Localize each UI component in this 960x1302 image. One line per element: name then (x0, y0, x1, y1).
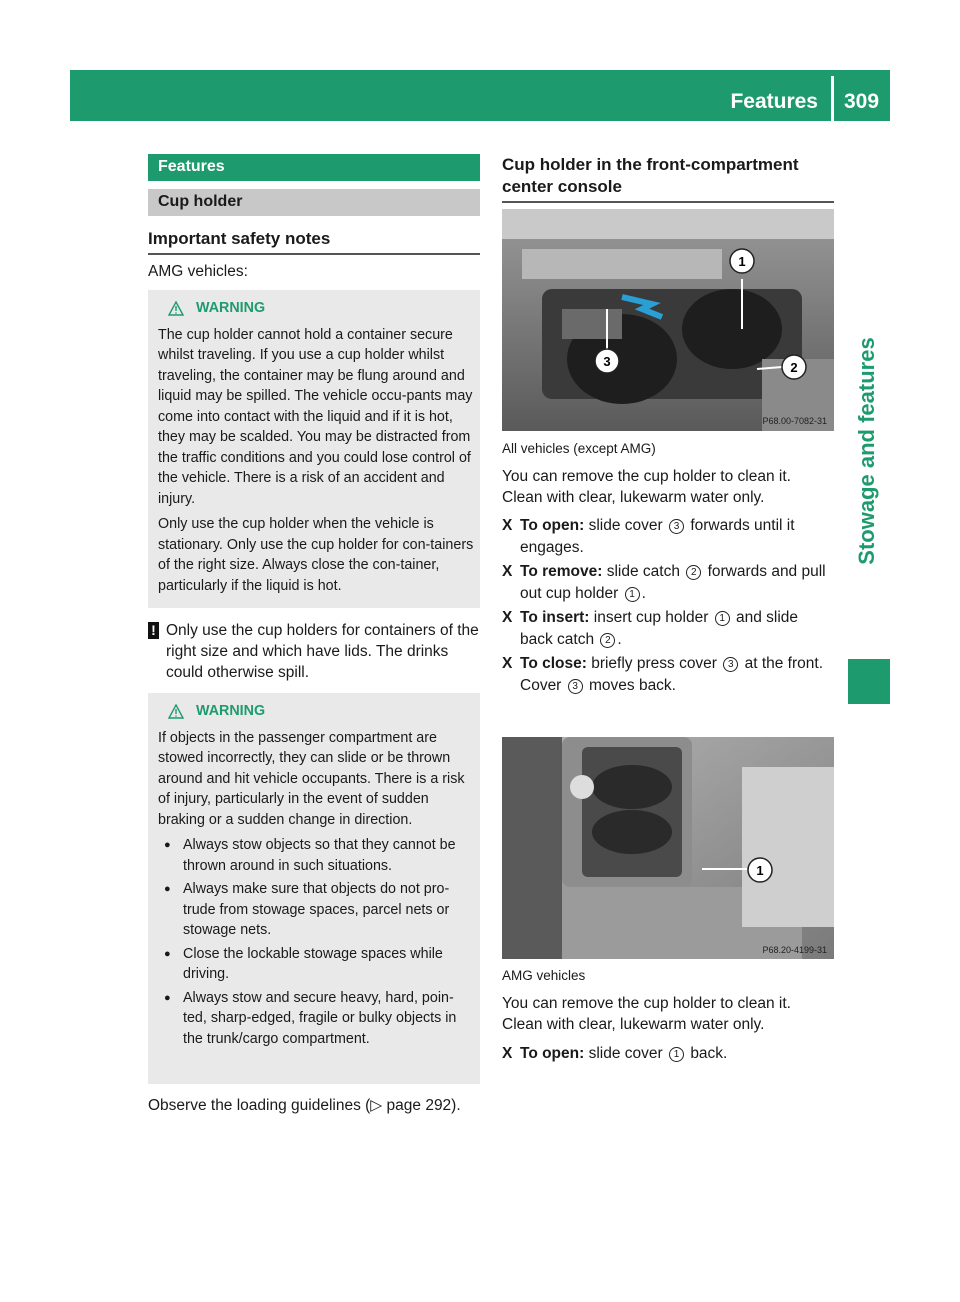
step-close (502, 653, 834, 697)
intro-clean-1-line-1: You can remove the cup holder to clean it. (502, 468, 791, 485)
step-remove (502, 561, 834, 605)
list-item: ● Always stow objects so that they cannot be thrown around in such situations. (158, 835, 474, 876)
header-section-title: Features (730, 90, 818, 113)
callout-1-label: 1 (756, 863, 764, 878)
heading-cup-holder-console (502, 154, 834, 198)
step-text: insert cup holder (593, 609, 709, 626)
step-open-amg (502, 1043, 834, 1065)
warning-triangle-icon (168, 301, 184, 316)
loading-guidelines-text: Observe the loading guidelines (▷ page 292). (148, 1097, 461, 1114)
warning-title-2: WARNING (196, 703, 266, 719)
step-label: To open: (520, 1045, 585, 1062)
list-item: ● Always stow and secure heavy, hard, poin-ted, sharp-edged, fragile or bulky objects in the trunk/cargo compartment. (158, 988, 474, 1050)
callout-ref: 1 (625, 587, 640, 602)
callout-ref: 1 (669, 1047, 684, 1062)
intro-clean-1 (502, 466, 791, 508)
subsection-bar: Cup holder (148, 189, 480, 216)
callout-1-label: 1 (738, 254, 746, 269)
step-text: slide cover (588, 1045, 663, 1062)
steps-amg (502, 1043, 834, 1067)
action-arrow-icon: X (502, 655, 513, 672)
warning-title-1: WARNING (196, 300, 266, 316)
photo-console-cup-holder (502, 209, 834, 431)
step-text: . (641, 585, 646, 602)
warning-triangle-icon (168, 704, 184, 719)
intro-amg: AMG vehicles: (148, 263, 248, 280)
step-text: . (617, 631, 622, 648)
step-text: briefly press cover (591, 655, 717, 672)
caption-amg: AMG vehicles (502, 968, 586, 983)
intro-clean-2-line-2: Clean with clear, lukewarm water only. (502, 1016, 765, 1033)
step-text: slide cover (588, 517, 663, 534)
step-text: and slide back catch (520, 609, 799, 648)
step-open (502, 515, 834, 559)
side-tab-label: Stowage and features (854, 337, 879, 565)
steps-all-vehicles (502, 515, 834, 699)
step-label: To insert: (520, 609, 590, 626)
notice (148, 620, 480, 683)
action-arrow-icon: X (502, 563, 513, 580)
step-text: back. (690, 1045, 728, 1062)
step-label: To close: (520, 655, 587, 672)
action-arrow-icon: X (502, 1045, 513, 1062)
warning-1-text: The cup holder cannot hold a container secure whilst traveling. If you use a cup holder whilst traveling, the container may be flung around and liquid may be spilled. The vehicle occu-pants may come into contact with the liquid and if it is hot, they may be scalded. You may be distracted from the traffic conditions and you could lose control of the vehicle. There is a risk of an accident and injury. (158, 326, 473, 507)
amg-console-illustration (502, 737, 834, 959)
step-text: Cover (520, 677, 562, 694)
page-header (70, 70, 890, 121)
action-arrow-icon: X (502, 517, 513, 534)
callout-ref: 3 (669, 519, 684, 534)
section-bar: Features (148, 154, 480, 181)
warning-1-advice: Only use the cup holder when the vehicle is stationary. Only use the cup holder for con-tainers of the right size. Always close the con-tainer, particularly if the liquid is hot. (158, 516, 474, 594)
step-text: forwards until it engages. (520, 517, 795, 556)
step-text: at the front. (744, 655, 824, 672)
action-arrow-icon: X (502, 609, 513, 626)
step-label: To open: (520, 517, 585, 534)
intro-clean-2 (502, 993, 791, 1035)
side-tab (845, 121, 890, 761)
callout-3-label: 3 (603, 354, 611, 369)
intro-clean-2-line-1: You can remove the cup holder to clean it. (502, 995, 791, 1012)
callout-ref: 3 (723, 657, 738, 672)
heading-line-1: Cup holder in the front-compartment (502, 155, 799, 174)
heading-rule-right (502, 201, 834, 203)
warning-2-bullets (158, 835, 474, 1049)
photo-amg-cup-holder (502, 737, 834, 959)
heading-safety-notes: Important safety notes (148, 229, 331, 248)
callout-ref: 3 (568, 679, 583, 694)
callout-ref: 2 (600, 633, 615, 648)
step-text: slide catch (606, 563, 680, 580)
page-number: 309 (844, 90, 880, 113)
callout-ref: 2 (686, 565, 701, 580)
console-illustration (502, 209, 834, 431)
warning-box-1 (148, 290, 480, 608)
warning-header-1 (168, 298, 474, 319)
list-item: ● Close the lockable stowage spaces while driving. (158, 944, 474, 985)
warning-header-2 (168, 701, 474, 722)
callout-ref: 1 (715, 611, 730, 626)
step-insert (502, 607, 834, 651)
warning-box-2 (148, 693, 480, 1084)
photo-1-code: P68.00-7082-31 (762, 416, 827, 426)
warning-2-text: If objects in the passenger compartment are stowed incorrectly, they can slide or be thrown around and hit vehicle occupants. There is a risk of injury, particularly in the event of sudden braking or a sudden change in direction. (158, 729, 465, 828)
heading-rule (148, 253, 480, 255)
callout-2-label: 2 (790, 360, 798, 375)
side-tab-marker (848, 659, 890, 704)
step-text: forwards and pull out cup holder (520, 563, 826, 602)
photo-2-code: P68.20-4199-31 (762, 945, 827, 955)
list-item: ● Always make sure that objects do not pro-trude from stowage spaces, parcel nets or stowage nets. (158, 879, 474, 941)
heading-line-2: center console (502, 177, 622, 196)
intro-clean-1-line-2: Clean with clear, lukewarm water only. (502, 489, 765, 506)
exclamation-icon: ! (148, 622, 159, 639)
step-text: moves back. (588, 677, 676, 694)
notice-text: Only use the cup holders for containers of the right size and which have lids. The drinks could otherwise spill. (166, 622, 479, 681)
caption-all-vehicles: All vehicles (except AMG) (502, 441, 656, 456)
step-close-result (520, 675, 834, 697)
step-label: To remove: (520, 563, 603, 580)
header-divider (831, 76, 834, 121)
